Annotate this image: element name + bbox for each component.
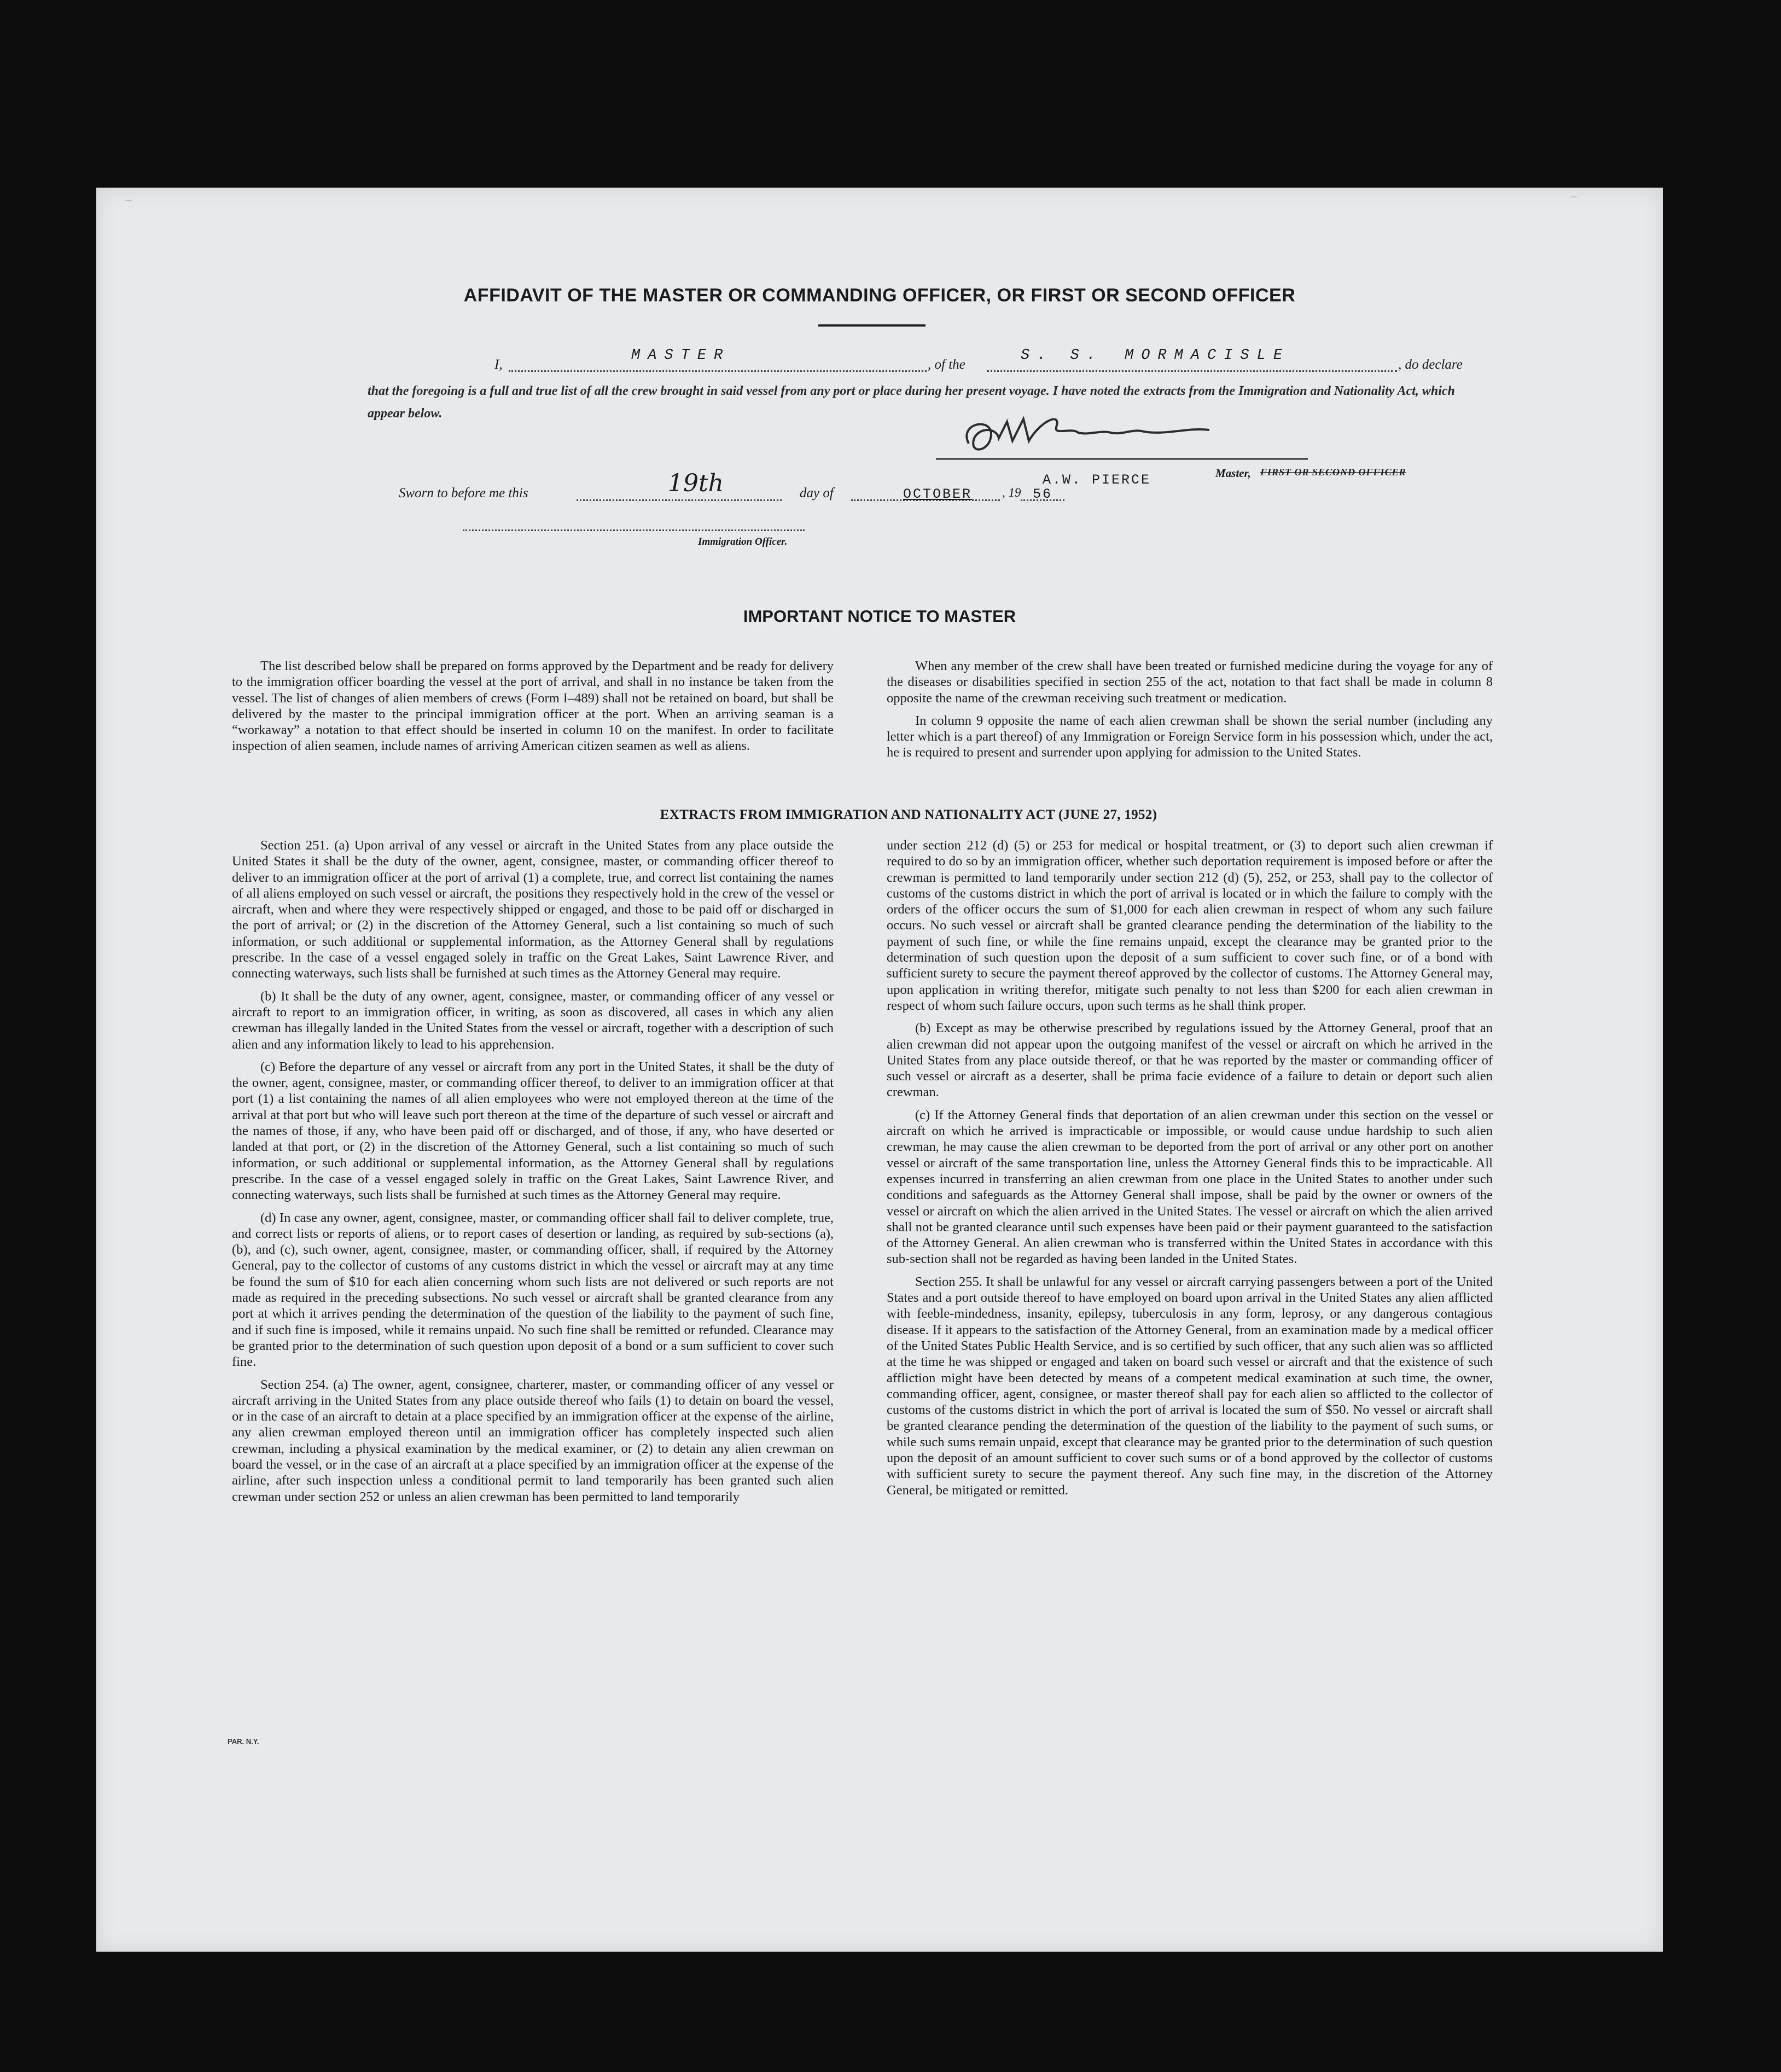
day-dotted-line	[577, 499, 782, 501]
sworn-label: Sworn to before me this	[399, 486, 528, 500]
master-signature	[936, 405, 1308, 465]
footer-code: PAR. N.Y.	[228, 1737, 259, 1745]
form-sheet	[96, 188, 1663, 1952]
extracts-right-column	[887, 837, 1493, 1498]
extract-paragraph: Section 251. (a) Upon arrival of any vessel or aircraft in the United States from any place outside the United States it shall be the duty of the owner, agent, consignee, master, or commanding officer thereof to deliver to an immigration officer at the port of arrival (1) a complete, true, and correct list containing the names of all aliens employed on such vessel or aircraft, the positions they respectively hold in the crew of the vessel or aircraft, when and where they were respectively shipped or engaged, and those to be paid off or discharged in the port of arrival; or (2) in the discretion of the Attorney General, such a list containing so much of such information, or such additional or supplemental information, as the Attorney General shall by regulations prescribe. In the case of a vessel engaged solely in traffic on the Great Lakes, Saint Lawrence River, and connecting waterways, such lists shall be furnished at such times as the Attorney General may require.	[232, 838, 834, 981]
extract-paragraph: Section 254. (a) The owner, agent, consignee, charterer, master, or commanding officer of any vessel or aircraft arriving in the United States from any place outside thereof who fails (1) to detain on board the vessel, or in the case of an aircraft to detain at a place specified by an immigration officer at the expense of the airline, any alien crewman employed thereon until an immigration officer has completely inspected such alien crewman, including a physical examination by the medical examiner, or (2) to detain any alien crewman on board the vessel, or in the case of an aircraft at a place specified by an immigration officer at the expense of the airline, after such inspection unless a conditional permit to land temporarily has been granted such alien crewman under section 252 or unless an alien crewman has been permitted to land temporarily	[232, 1377, 834, 1504]
edge-mark-left: –	[125, 190, 132, 208]
rank-typed: MASTER	[631, 347, 731, 364]
title-rule	[818, 324, 926, 327]
extracts-title: EXTRACTS FROM IMMIGRATION AND NATIONALITY ACT (JUNE 27, 1952)	[660, 807, 1157, 822]
extract-paragraph: (b) It shall be the duty of any owner, agent, consignee, master, or commanding officer of any vessel or aircraft to report to an immigration officer, in writing, as soon as discovered, all cases in which any alien crewman has illegally landed in the United States from the vessel or aircraft, together with a description of such alien and any information likely to lead to his apprehension.	[232, 988, 834, 1052]
i-label: I,	[494, 357, 503, 372]
of-the-label: , of the	[928, 357, 965, 372]
extract-paragraph: under section 212 (d) (5) or 253 for medical or hospital treatment, or (3) to deport such alien crewman if required to do so by an immigration officer, whether such deportation requirement is imposed before or after the crewman is permitted to land temporarily under section 212 (d) (5), 252, or 253, shall pay to the collector of customs of the customs district in which the port of arrival is located or in which the failure to comply with the orders of the officer occurs the sum of $1,000 for each alien crewman in respect of whom any such failure occurs. No such vessel or aircraft shall be granted clearance pending the determination of the liability to the payment of such fine, or while the fine remains unpaid, except the clearance may be granted prior to the determination of such question upon the deposit of a sum sufficient to cover such fine, or of a bond with sufficient surety to secure the payment thereof approved by the collector of customs. The Attorney General may, upon application in writing therefor, mitigate such penalty to not less than $200 for each alien crewman in respect of whom such failure occurs, upon such terms as he shall think proper.	[887, 838, 1493, 1013]
officer-dotted-line	[463, 529, 805, 531]
extract-paragraph: Section 255. It shall be unlawful for any vessel or aircraft carrying passengers between a port of the United States and a port outside thereof to have employed on board upon arrival in the United States any alien afflicted with feeble-mindedness, insanity, epilepsy, tuberculosis in any form, leprosy, or any dangerous contagious disease. If it appears to the satisfaction of the Attorney General, from an examination made by a medical officer of the United States Public Health Service, and is so certified by such officer, that any such alien was so afflicted at the time he was shipped or engaged and taken on board such vessel or aircraft and that the existence of such affliction might have been detected by means of a competent medical examination at such time, the owner, commanding officer, agent, consignee, or master thereof shall pay for each alien so afflicted to the collector of customs of the customs district in which the port of arrival is located the sum of $50. No vessel or aircraft shall be granted clearance pending the determination of the question of the liability to the payment of such sums, or while such sums remain unpaid, except that clearance may be granted prior to the determination of such question upon the deposit of an amount sufficient to cover such sums or of a bond approved by the collector of customs with sufficient surety to secure the payment thereof. Any such fine may, in the discretion of the Attorney General, be mitigated or remitted.	[887, 1274, 1493, 1498]
struck-officer-title: FIRST OR SECOND OFFICER	[1260, 467, 1406, 478]
officer-label: Immigration Officer.	[698, 536, 788, 548]
declaration-text: that the foregoing is a full and true list of all the crew brought in said vessel from any port or place during her present voyage. I have noted the extracts from the Immigration and Nationality Act, which appear below.	[368, 384, 1455, 421]
affidavit-title: AFFIDAVIT OF THE MASTER OR COMMANDING OFFICER, OR FIRST OR SECOND OFFICER	[463, 285, 1296, 306]
vessel-dotted-line	[987, 370, 1397, 372]
notice-right-paragraph-1: When any member of the crew shall have been treated or furnished medicine during the voyage for any of the diseases or disabilities specified in section 255 of the act, notation to that fact shall be made in column 8 opposite the name of the crewman receiving such treatment or medication.	[887, 659, 1493, 706]
extracts-left-column	[232, 837, 834, 1505]
declaration-line	[375, 346, 1464, 374]
vessel-prefix: S. S.	[1021, 347, 1104, 364]
signer-name: A.W. PIERCE	[1043, 472, 1151, 488]
notice-right-paragraph-2: In column 9 opposite the name of each alien crewman shall be shown the serial number (including any letter which is a part thereof) of any Immigration or Foreign Service form in his possession which, under the act, he is required to present and surrender upon applying for admission to the United States.	[887, 713, 1493, 760]
extract-paragraph: (c) Before the departure of any vessel or aircraft from any port in the United States, it shall be the duty of the owner, agent, consignee, master, or commanding officer thereof, to deliver to an immigration officer at that port (1) a list containing the names of all alien employees who were not employed thereon at the time of the arrival at that port but who will leave such port thereon at the time of the departure of such vessel or aircraft and the names of those, if any, who have been paid off or discharged, and of those, if any, who have deserted or landed at that port, or (2) in the discretion of the Attorney General, such a list containing so much of such information, or such additional or supplemental information, as the Attorney General shall by regulations prescribe. In the case of a vessel engaged solely in traffic on the Great Lakes, Saint Lawrence River, and connecting waterways, such lists shall be furnished at such times as the Attorney General may require.	[232, 1059, 834, 1203]
notice-title: IMPORTANT NOTICE TO MASTER	[743, 607, 1016, 626]
notice-left-paragraph: The list described below shall be prepared on forms approved by the Department and be ready for delivery to the immigration officer boarding the vessel at the port of arrival, and shall in no instance be taken from the vessel. The list of changes of alien members of crews (Form I–489) shall not be retained on board, but shall be delivered by the master to the principal immigration officer at the port. When an arriving seaman is a “workaway” a notation to that effect should be inserted in column 10 on the manifest. In order to facilitate inspection of alien seamen, include names of arriving American citizen seamen as well as aliens.	[232, 659, 834, 754]
day-handwritten: 19th	[668, 469, 724, 497]
year-typed: 56	[1033, 486, 1053, 502]
rank-dotted-line	[509, 370, 927, 372]
vessel-name: MORMACISLE	[1125, 347, 1290, 364]
notice-right-column	[887, 658, 1493, 761]
extract-paragraph: (d) In case any owner, agent, consignee, master, or commanding officer shall fail to deliver complete, true, and correct lists or reports of aliens, or to report cases of desertion or landing, as required by sub-sections (a), (b), and (c), such owner, agent, consignee, master, or commanding officer, shall, if required by the Attorney General, pay to the collector of customs of any customs district in which the vessel or aircraft may at any time be found the sum of $10 for each alien concerning whom such lists are not delivered or such reports are not made as required in the preceding subsections. No such vessel or aircraft shall be granted clearance from any port at which it arrives pending the determination of the question of the liability to the payment of such fine, and if such fine is imposed, while it remains unpaid. No such fine shall be remitted or refunded. Clearance may be granted prior to the determination of such question upon deposit of a bond or a sum sufficient to cover such fine.	[232, 1210, 834, 1370]
extract-paragraph: (c) If the Attorney General finds that deportation of an alien crewman under this section on the vessel or aircraft on which he arrived is impracticable or impossible, or would cause undue hardship to such alien crewman, he may cause the alien crewman to be deported from the port of arrival or any other port on another vessel or aircraft of the same transportation line, unless the Attorney General finds this to be impracticable. All expenses incurred in transferring an alien crewman from one place in the United States to another under such conditions and safeguards as the Attorney General shall impose, shall be paid by the owner or owners of the vessel or aircraft on which the alien arrived in the United States. The vessel or aircraft on which the alien arrived shall not be granted clearance until such expenses have been paid or their payment guaranteed to the satisfaction of the Attorney General. An alien crewman who is transferred within the United States in accordance with this sub-section shall not be regarded as having been landed in the United States.	[887, 1107, 1493, 1267]
year-prefix: , 19	[1002, 486, 1021, 499]
master-label: Master,	[1215, 467, 1251, 480]
edge-mark-right: ⁻	[1570, 190, 1578, 208]
notice-left-column	[232, 658, 834, 754]
do-declare-label: , do declare	[1398, 357, 1463, 372]
extract-paragraph: (b) Except as may be otherwise prescribed by regulations issued by the Attorney General, proof that an alien crewman did not appear upon the outgoing manifest of the vessel or aircraft on which he arrived in the United States from any place outside thereof, or that he was reported by the master or commanding officer of such vessel or aircraft as a deserter, shall be prima facie evidence of a failure to detain or deport such alien crewman.	[887, 1021, 1493, 1100]
day-of-label: day of	[800, 486, 834, 500]
month-typed: OCTOBER	[903, 486, 973, 502]
year-dotted-line	[1021, 499, 1064, 501]
